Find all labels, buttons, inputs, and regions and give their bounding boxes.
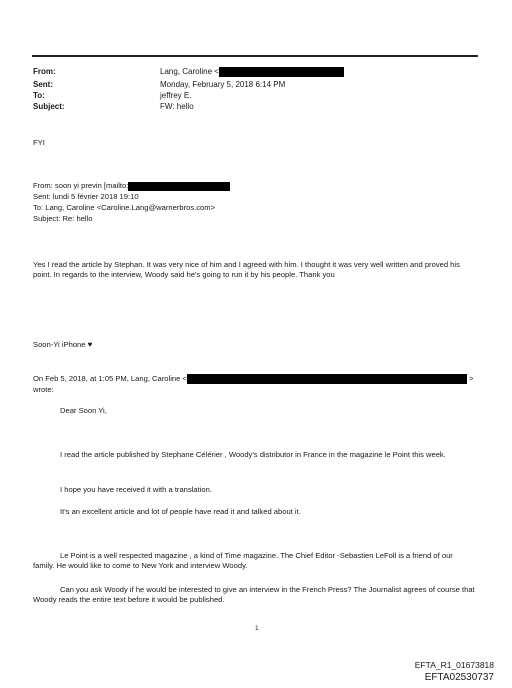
quoted-paragraph-1: I read the article published by Stephane Célérier , Woody's distributor in France in the magazine le Point this week. (60, 450, 446, 459)
sent-value: Monday, February 5, 2018 6:14 PM (160, 80, 286, 89)
from-label: From: (33, 67, 56, 76)
footer-id-2: EFTA02530737 (424, 672, 494, 683)
footer-id-1: EFTA_R1_01673818 (414, 660, 494, 670)
quote-header: On Feb 5, 2018, at 1:05 PM, Lang, Caroline < > (33, 374, 474, 383)
forwarded-sent: Sent: lundi 5 février 2018 19:10 (33, 192, 139, 201)
fyi-text: FYI (33, 138, 45, 147)
heart-icon: ♥ (87, 340, 93, 349)
forwarded-subject: Subject: Re: hello (33, 214, 93, 223)
subject-value: FW: hello (160, 102, 194, 111)
from-value: Lang, Caroline < (160, 67, 344, 77)
redaction-box (187, 374, 467, 384)
quoted-paragraph-2: I hope you have received it with a translation. (60, 485, 212, 494)
quoted-paragraph-3: It's an excellent article and lot of people have read it and talked about it. (60, 507, 301, 516)
forwarded-to: To: Lang, Caroline <Caroline.Lang@warnerbros.com> (33, 203, 216, 212)
subject-label: Subject: (33, 102, 65, 111)
forwarded-from: From: soon yi previn [mailto: (33, 181, 230, 191)
to-label: To: (33, 91, 45, 100)
page-number: 1 (255, 625, 259, 632)
header-divider (32, 55, 478, 57)
redaction-box (128, 182, 230, 191)
quote-wrote: wrote: (33, 385, 54, 394)
to-value: jeffrey E. (160, 91, 192, 100)
quoted-paragraph-5: Can you ask Woody if he would be interested to give an interview in the French Press? The Journalist agrees of course that Woody reads the entire text before it would be published. (33, 585, 475, 604)
quoted-paragraph-4: Le Point is a well respected magazine , a kind of Time magazine. The Chief Editor -Sebastien LeFoll is a friend of our family. He would like to come to New York and interview Woody. (33, 551, 453, 570)
reply-body: Yes I read the article by Stephan. It was very nice of him and I agreed with him. I thought it was very well written and proved his point. In regards to the interview, Woody said he's going to run it by his people. Thank you (33, 260, 460, 279)
quoted-greeting: Dear Soon Yi, (60, 406, 107, 415)
redaction-box (219, 67, 344, 77)
signature: Soon-Yi iPhone ♥ (33, 340, 93, 349)
sent-label: Sent: (33, 80, 53, 89)
